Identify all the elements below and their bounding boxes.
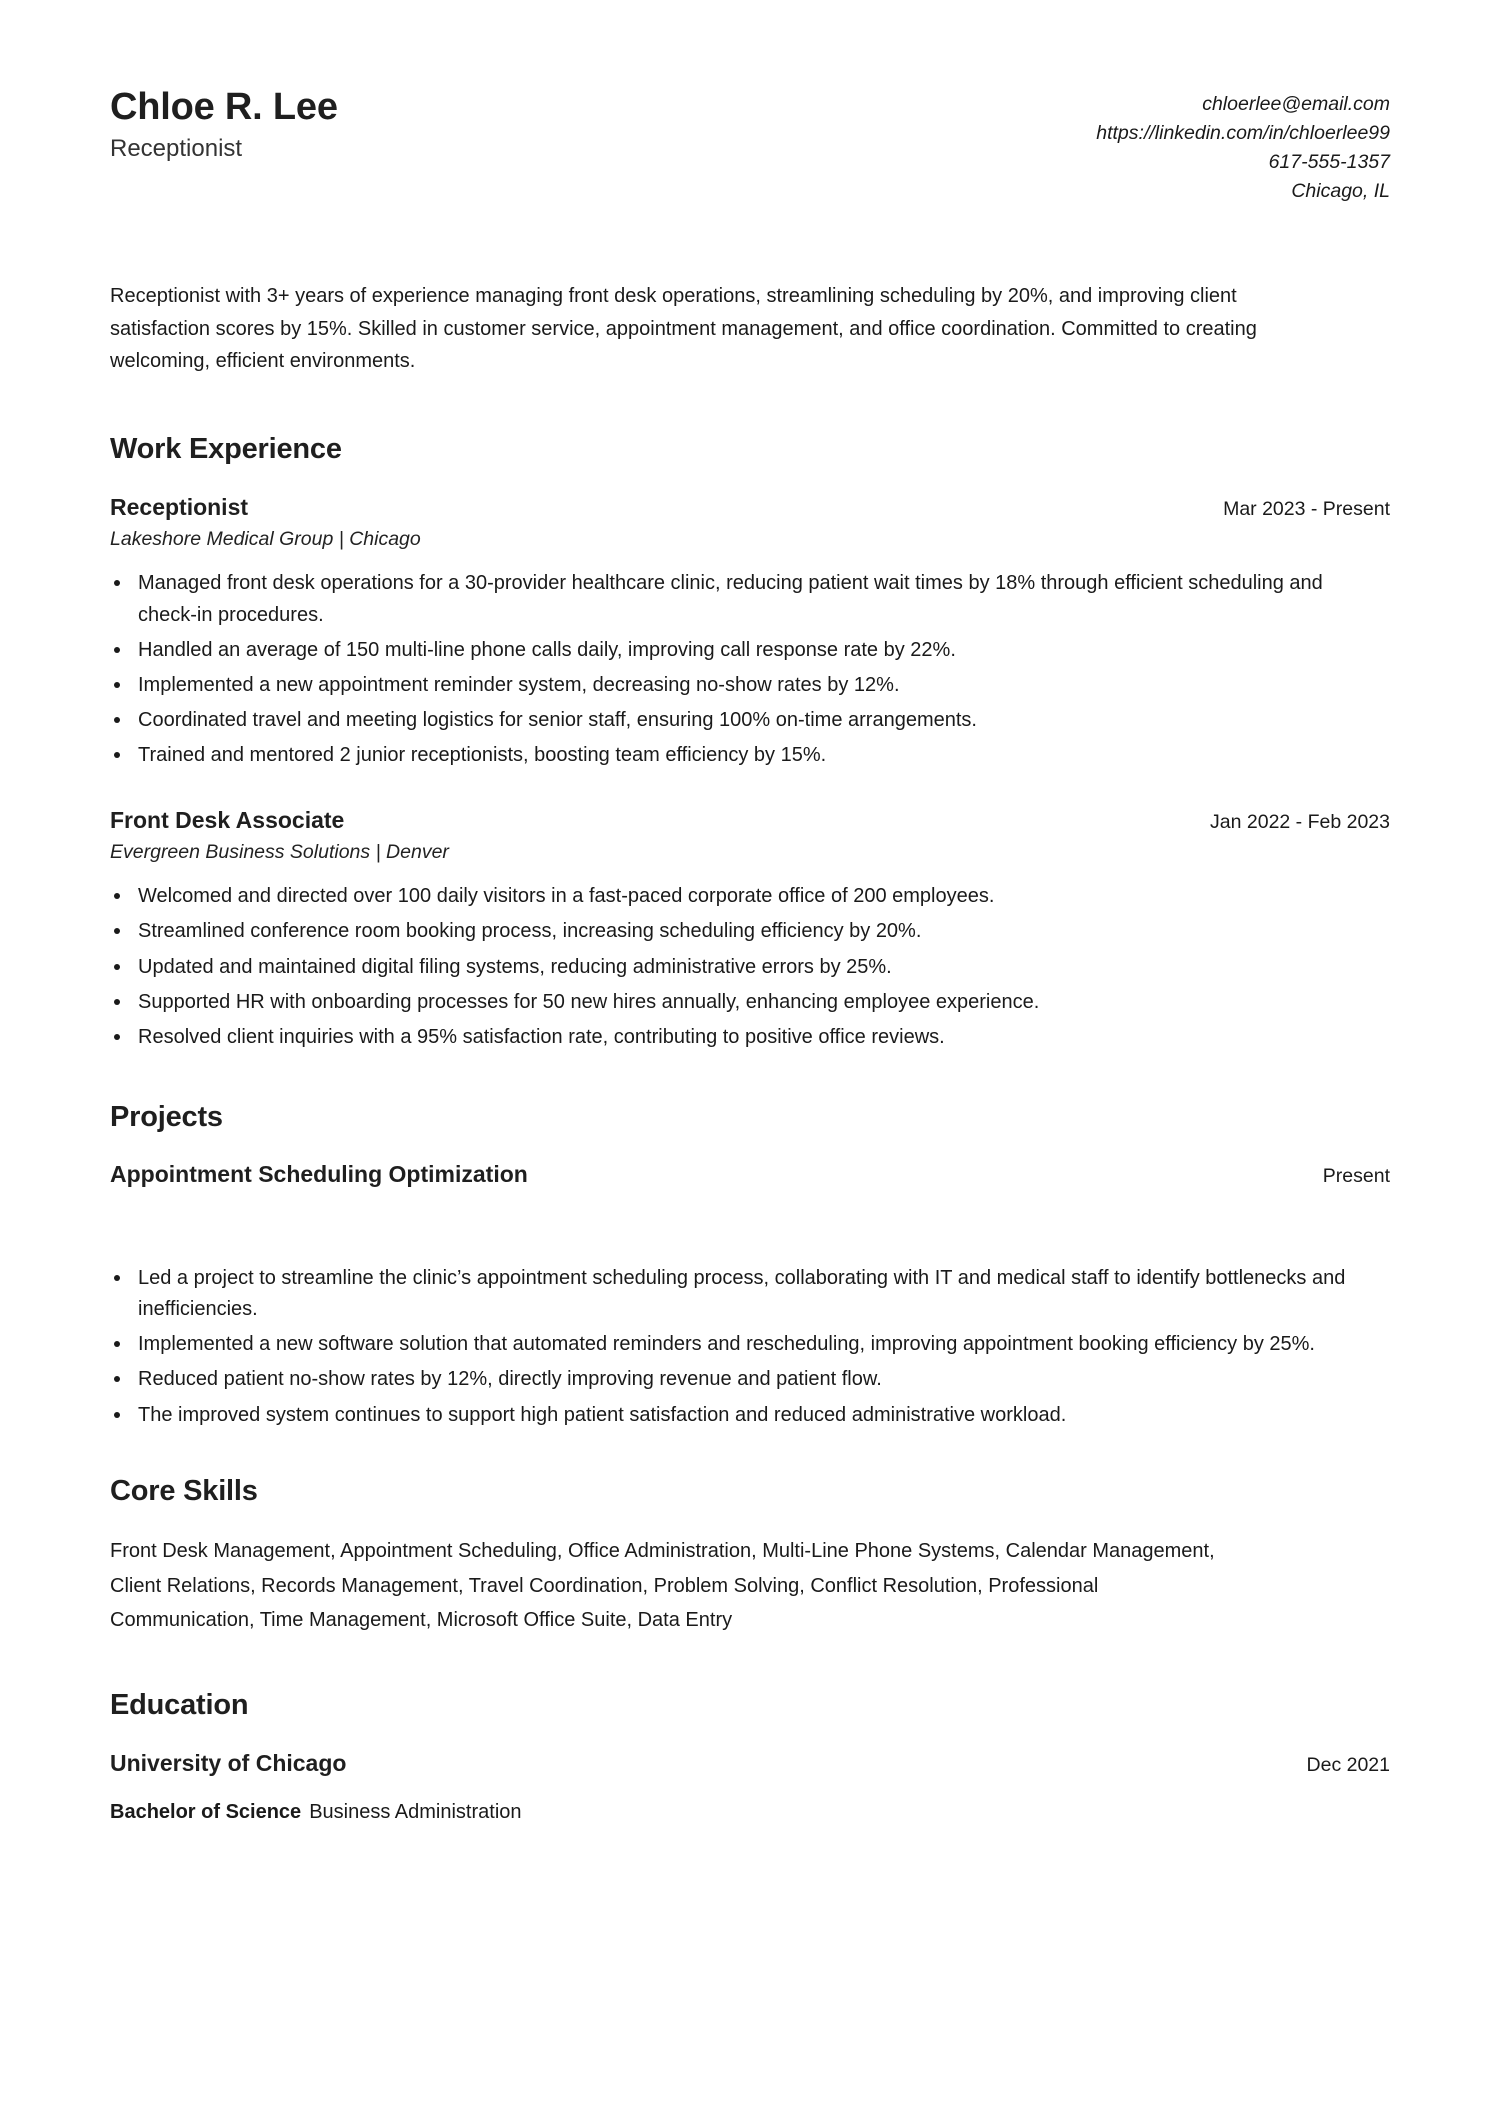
project-subtitle bbox=[110, 1193, 1390, 1251]
job-title: Front Desk Associate bbox=[110, 806, 345, 833]
education-date: Dec 2021 bbox=[1306, 1753, 1390, 1776]
section-title-education: Education bbox=[110, 1689, 249, 1722]
list-item: Welcomed and directed over 100 daily visitors in a fast-paced corporate office of 200 employees. bbox=[110, 881, 1370, 912]
job-date-range: Jan 2022 - Feb 2023 bbox=[1210, 810, 1390, 833]
page-title: Chloe R. Lee bbox=[110, 86, 338, 128]
contact-location: Chicago, IL bbox=[1291, 180, 1390, 203]
education-entry bbox=[110, 1749, 1390, 1826]
job-bullet-list bbox=[110, 881, 1390, 1053]
section-core-skills bbox=[110, 1475, 1390, 1638]
project-entry-header bbox=[110, 1160, 1390, 1189]
list-item: Managed front desk operations for a 30-provider healthcare clinic, reducing patient wait times by 18% through efficient scheduling and check-in procedures. bbox=[110, 568, 1370, 630]
work-entry bbox=[110, 806, 1390, 1054]
list-item: Resolved client inquiries with a 95% satisfaction rate, contributing to positive office reviews. bbox=[110, 1022, 1370, 1053]
list-item: Coordinated travel and meeting logistics for senior staff, ensuring 100% on-time arrangements. bbox=[110, 705, 1370, 736]
education-entry-header bbox=[110, 1749, 1390, 1778]
list-item: The improved system continues to support high patient satisfaction and reduced administrative workload. bbox=[110, 1400, 1370, 1431]
project-title: Appointment Scheduling Optimization bbox=[110, 1161, 528, 1188]
project-date: Present bbox=[1322, 1165, 1390, 1188]
section-title-work-experience: Work Experience bbox=[110, 433, 342, 466]
job-bullet-list bbox=[110, 568, 1390, 771]
contact-block bbox=[1096, 78, 1390, 206]
list-item: Streamlined conference room booking process, increasing scheduling efficiency by 20%. bbox=[110, 916, 1370, 947]
contact-phone[interactable]: 617-555-1357 bbox=[1268, 151, 1390, 174]
work-entry-header bbox=[110, 493, 1390, 522]
list-item: Led a project to streamline the clinic’s appointment scheduling process, collaborating with IT and medical staff to identify bottlenecks and inefficiencies. bbox=[110, 1263, 1370, 1325]
section-title-projects: Projects bbox=[110, 1101, 223, 1134]
degree-field: Business Administration bbox=[309, 1801, 522, 1824]
degree-name: Bachelor of Science bbox=[110, 1801, 302, 1824]
skills-list: Front Desk Management, Appointment Scheduling, Office Administration, Multi-Line Phone Systems, Calendar Management, Client Relations, Records Management, Travel Coordination, Problem Solving, Conflict Resolution, Professional Communication, Time Management, Microsoft Office Suite, Data Entry bbox=[110, 1540, 1215, 1631]
list-item: Trained and mentored 2 junior receptionists, boosting team efficiency by 15%. bbox=[110, 740, 1370, 771]
job-company-location: Evergreen Business Solutions | Denver bbox=[110, 840, 449, 863]
section-projects bbox=[110, 1101, 1390, 1431]
section-education bbox=[110, 1689, 1390, 1826]
list-item: Supported HR with onboarding processes for 50 new hires annually, enhancing employee experience. bbox=[110, 987, 1370, 1018]
school-name: University of Chicago bbox=[110, 1749, 347, 1776]
list-item: Updated and maintained digital filing systems, reducing administrative errors by 25%. bbox=[110, 952, 1370, 983]
project-entry bbox=[110, 1160, 1390, 1430]
list-item: Handled an average of 150 multi-line phone calls daily, improving call response rate by 22%. bbox=[110, 635, 1370, 666]
contact-linkedin[interactable]: https://linkedin.com/in/chloerlee99 bbox=[1096, 122, 1390, 145]
degree-line bbox=[110, 1798, 1390, 1826]
contact-email[interactable]: chloerlee@email.com bbox=[1202, 93, 1390, 115]
job-company-location: Lakeshore Medical Group | Chicago bbox=[110, 528, 421, 551]
section-title-core-skills: Core Skills bbox=[110, 1474, 258, 1507]
work-entry bbox=[110, 493, 1390, 772]
identity-block bbox=[110, 78, 338, 163]
job-title: Receptionist bbox=[110, 493, 249, 520]
project-bullet-list bbox=[110, 1263, 1390, 1431]
professional-summary: Receptionist with 3+ years of experience managing front desk operations, streamlining scheduling by 20%, and improving client satisfaction scores by 15%. Skilled in customer service, appointment management, and office coordination. Committed to creating welcoming, efficient environments. bbox=[110, 285, 1257, 372]
list-item: Implemented a new appointment reminder system, decreasing no-show rates by 12%. bbox=[110, 670, 1370, 701]
work-entry-header bbox=[110, 806, 1390, 835]
job-date-range: Mar 2023 - Present bbox=[1223, 497, 1390, 520]
list-item: Reduced patient no-show rates by 12%, directly improving revenue and patient flow. bbox=[110, 1364, 1370, 1395]
list-item: Implemented a new software solution that automated reminders and rescheduling, improving appointment booking efficiency by 25%. bbox=[110, 1329, 1370, 1360]
resume-header bbox=[110, 78, 1390, 206]
professional-headline: Receptionist bbox=[110, 134, 243, 162]
section-work-experience bbox=[110, 433, 1390, 1053]
